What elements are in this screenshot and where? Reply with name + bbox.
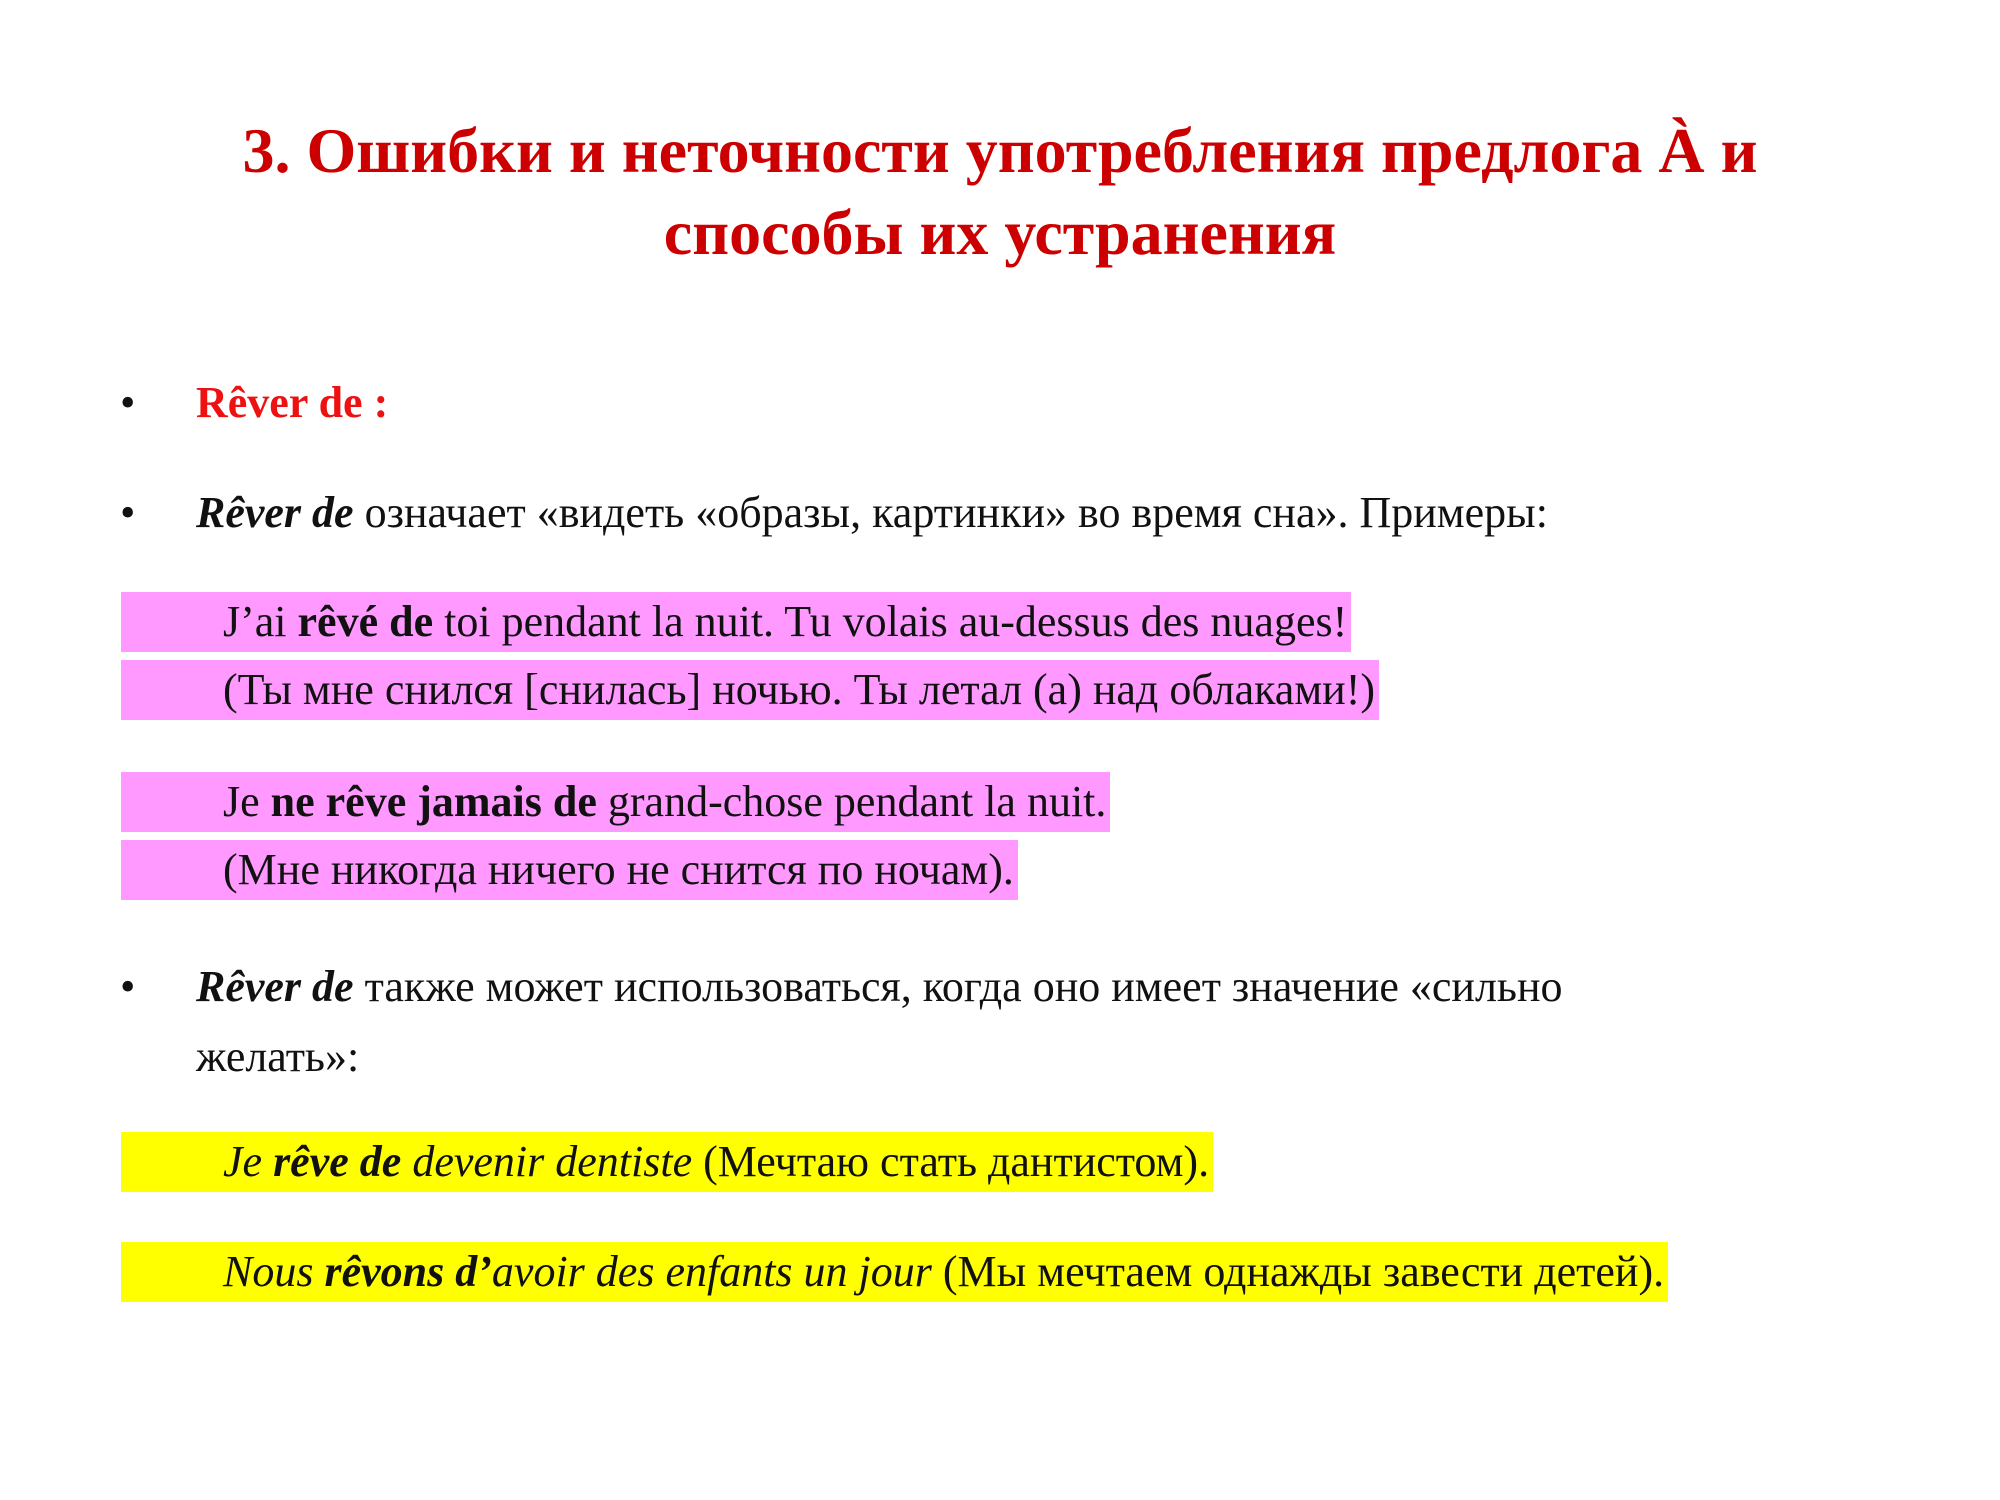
example-3: Je rêve de devenir dentiste (Мечтаю стать дантистом). [121, 1132, 1213, 1192]
title-line-2: способы их устранения [663, 197, 1337, 268]
definition-1-term: Rêver de [196, 488, 354, 537]
example-2-line-1: Je ne rêve jamais de grand-chose pendant la nuit. [121, 772, 1110, 832]
example-1-line-1: J’ai rêvé de toi pendant la nuit. Tu volais au-dessus des nuages! [121, 592, 1351, 652]
definition-2-continued: желать»: [196, 1032, 360, 1081]
bullet-marker: • [120, 488, 136, 537]
page-title [100, 110, 1900, 274]
title-line-1: 3. Ошибки и неточности употребления предлога À и [242, 115, 1758, 186]
definition-1 [196, 478, 1548, 548]
definition-1-text: означает «видеть «образы, картинки» во время сна». Примеры: [353, 488, 1548, 537]
example-2-translation: (Мне никогда ничего не снится по ночам). [121, 840, 1018, 900]
definition-2-term: Rêver de [196, 962, 354, 1011]
bullet-marker: • [120, 378, 136, 427]
example-4: Nous rêvons d’avoir des enfants un jour (Мы мечтаем однажды завести детей). [121, 1242, 1668, 1302]
example-1-translation: (Ты мне снился [снилась] ночью. Ты летал (а) над облаками!) [121, 660, 1379, 720]
section-heading: Rêver de : [196, 378, 389, 427]
definition-2 [196, 952, 1563, 1022]
bullet-marker: • [120, 962, 136, 1011]
definition-2-text: также может использоваться, когда оно имеет значение «сильно [353, 962, 1563, 1011]
